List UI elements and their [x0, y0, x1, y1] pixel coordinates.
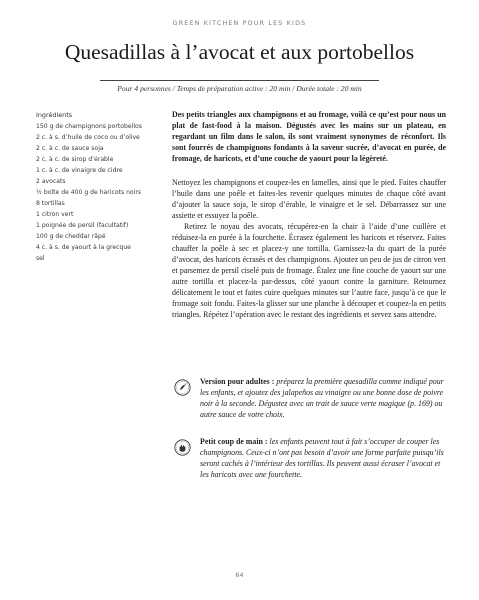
ingredient-item: 4 c. à s. de yaourt à la grecque [36, 244, 131, 251]
helping-hand-note [200, 436, 448, 480]
recipe-meta: Pour 4 personnes / Temps de préparation active : 20 min / Durée totale : 20 min [117, 84, 362, 93]
ingredient-item: 8 tortillas [36, 200, 65, 207]
title-divider [100, 80, 379, 81]
page-number: 64 [235, 571, 244, 579]
ingredient-item: 2 c. à s. d’huile de coco ou d’olive [36, 134, 140, 141]
ingredients-heading: Ingrédients [36, 111, 73, 119]
ingredients-list [36, 110, 168, 264]
ingredient-item: 2 c. à c. de sirop d’érable [36, 156, 114, 163]
recipe-body [172, 109, 446, 320]
recipe-title: Quesadillas à l’avocat et aux portobellos [64, 40, 415, 64]
ingredient-item: 2 c. à c. de sauce soja [36, 145, 104, 152]
ingredient-item: 1 citron vert [36, 211, 74, 218]
note-text: préparez la première quesadilla comme indiqué pour les enfants, et ajoutez des jalapeños au vinaigre ou une bonne dose de poivre noir à la seconde. Dégustez avec un trait de sauce verte magique (p. 169) ou autre sauce de votre choix. [200, 377, 444, 419]
method-paragraph-1: Nettoyez les champignons et coupez-les en lamelles, ainsi que le pied. Faites chauffer l’huile dans une poêle et faites-les revenir quelques minutes de chaque côté avant d’ajouter la sauce soja, le sirop d’érable, le vinaigre et le sel. Débarrassez sur une assiette et essuyez la poêle. [172, 178, 446, 220]
method-paragraph-2: Retirez le noyau des avocats, récupérez-en la chair à l’aide d’une cuillère et réduisez-la en purée à la fourchette. Écrasez également les haricots et réservez. Faites chauffer la poêle à sec et placez-y une tortilla. Garnissez-la du quart de la purée d’avocat, des haricots écrasés et des champignons. Ajoutez un peu de jus de citron vert et parsemez de persil ciselé puis de fromage. Étalez une fine couche de yaourt sur une autre tortilla et placez-la par-dessus, côté yaourt contre la garniture. Retournez délicatement le tout et faites cuire quelques minutes sur l’autre face, jusqu’à ce que le fromage soit fondu. Faites-la glisser sur une planche à découper et coupez-la en petits triangles. Répétez l’opération avec le restant des ingrédients et servez sans attendre. [172, 222, 446, 319]
note-label: Version pour adultes : [200, 377, 275, 386]
adult-chili-badge-icon [174, 379, 191, 396]
ingredient-item: 1 c. à c. de vinaigre de cidre [36, 167, 123, 174]
adult-version-note [200, 376, 448, 420]
ingredient-item: 100 g de cheddar râpé [36, 233, 106, 240]
helping-hand-badge-icon [174, 439, 191, 456]
note-text: les enfants peuvent tout à fait s’occuper de couper les champignons. Ceux-ci n’ont pas besoin d’avoir une forme parfaite puisqu’ils seront cachés à l’intérieur des tortillas. Ils peuvent aussi écraser l’avocat et les haricots avec une fourchette. [200, 437, 444, 479]
ingredient-item: 2 avocats [36, 178, 66, 185]
ingredient-item: 1 poignée de persil (facultatif) [36, 222, 129, 229]
ingredient-item: ½ boîte de 400 g de haricots noirs [36, 189, 142, 196]
ingredient-item: sel [36, 255, 45, 262]
note-label: Petit coup de main : [200, 437, 268, 446]
intro-paragraph: Des petits triangles aux champignons et au fromage, voilà ce qu’est pour nous un plat de fast-food à la maison. Dégustés avec les mains sur un plateau, en regardant un film dans le salon, ils sont vraiment synonymes de réconfort. Ils sont fourrés de champignons fondants à la saveur sucrée, d’avocat en purée, de fromage, de haricots, et d’une couche de yaourt pour la légèreté. [172, 110, 446, 163]
ingredient-item: 150 g de champignons portobellos [36, 123, 142, 130]
running-header: GREEN KITCHEN POUR LES KIDS [172, 20, 307, 27]
